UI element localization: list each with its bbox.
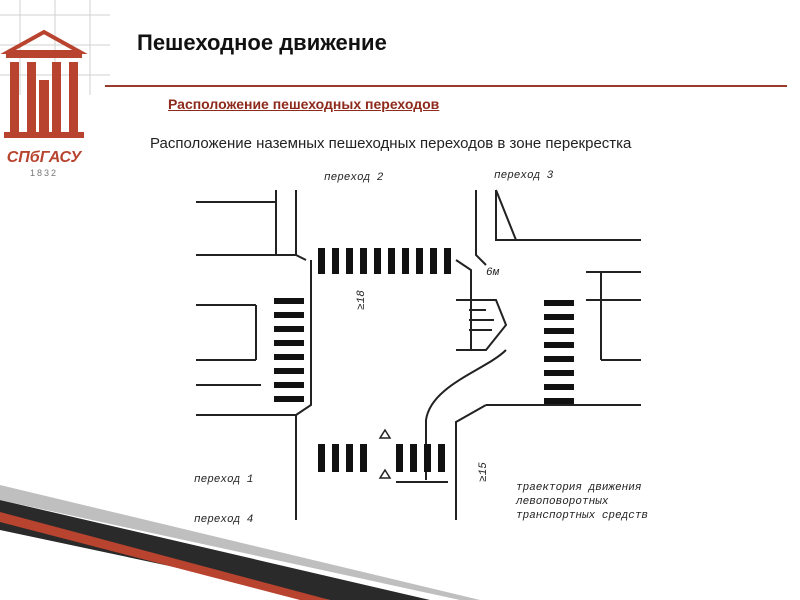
crossing-3-label: переход 3: [494, 170, 554, 182]
logo-year: 1832: [29, 168, 59, 178]
distance-6m-label: 6м: [486, 267, 500, 279]
university-logo: [0, 0, 110, 200]
legend-line-3: транспортных средств: [516, 510, 649, 522]
crossing-1-label: переход 1: [194, 474, 254, 486]
page-title: Пешеходное движение: [137, 30, 387, 55]
crossing-4-label: переход 4: [194, 514, 254, 526]
description-text: Расположение наземных пешеходных переходов в зоне перекрестка: [150, 135, 632, 152]
title-divider: [105, 85, 787, 87]
footer-decoration: [0, 470, 800, 600]
legend-line-2: левоповоротных: [516, 496, 609, 508]
legend-line-1: траектория движения: [516, 482, 642, 494]
distance-15-label: ≥15: [478, 462, 490, 482]
logo-name: СПбГАСУ: [6, 149, 82, 166]
distance-18-label: ≥18: [356, 290, 368, 310]
section-subtitle: Расположение пешеходных переходов: [168, 96, 440, 112]
crossing-2-label: переход 2: [324, 172, 384, 184]
